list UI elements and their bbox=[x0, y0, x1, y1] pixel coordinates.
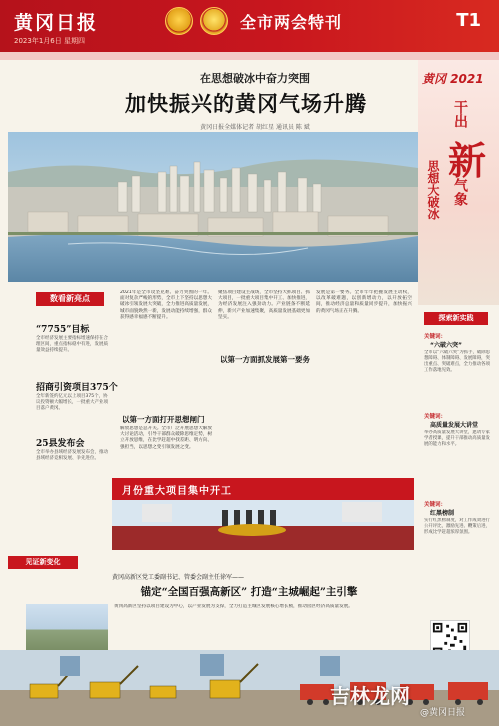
article-section1: 以第一方面打开思想闸门 bbox=[122, 415, 205, 424]
bottom-feature-sub: 黄冈高新区党工委副书记、管委会副主任徐军—— bbox=[112, 574, 245, 581]
banner-vertical-2: 气象 bbox=[452, 178, 468, 206]
special-edition-title: 全市两会特刊 bbox=[240, 13, 343, 32]
masthead-divider bbox=[0, 52, 499, 60]
keyword-label-1: 关键词： bbox=[424, 334, 447, 340]
keyword-1: “六破六突” bbox=[430, 342, 462, 349]
article-body-col1: 2021年是全市攻坚克难、奋力突围的一年。面对复杂严峻的形势，全市上下坚持以思想大破冰引领发展大突破，全力推进高质量发展，城市面貌焕然一新，发展动能持续增强，群众获得感幸福感不断提升。 bbox=[120, 290, 212, 320]
keyword-3-text: 实行红黑榜制度，对工作成效进行公开评比，激励先进、鞭策后进，形成比学赶超浓厚氛围。 bbox=[424, 518, 490, 535]
watermark-source: @黄冈日报 bbox=[420, 708, 466, 718]
keyword-label-2: 关键词： bbox=[424, 414, 447, 420]
article-body-col2: 聚焦项目建设主战场，全市坚持大抓项目、抓大项目，一批重大项目集中开工、加快推进，为经济发展注入强劲动力。产业链条不断延伸，新兴产业加速集聚，高质量发展基础更加坚实。 bbox=[218, 290, 310, 320]
banner-vertical-3: 思想大破冰 bbox=[426, 160, 440, 220]
left-item1-head: “7755”目标 bbox=[36, 325, 90, 335]
bottom-feature-body: 黄冈高新区坚持以项目建设为中心，以产业发展为支撑，全力打造主城区发展核心增长极，推动园区经济高质量发展。 bbox=[114, 604, 353, 609]
keyword-2: 高质量发展大讲堂 bbox=[430, 422, 479, 429]
issue-date: 2023年1月6日 星期四 bbox=[14, 37, 85, 45]
ceremony-banner-text: 月份重大项目集中开工 bbox=[122, 486, 232, 497]
left-item3-head: 25县发布会 bbox=[36, 439, 85, 449]
park-building-photo bbox=[26, 604, 108, 650]
watermark-text: 吉林龙网 bbox=[330, 684, 410, 708]
newspaper-brand: 黄冈日报 bbox=[14, 12, 99, 34]
party-emblem-icon bbox=[165, 7, 193, 35]
article-byline: 黄冈日报全媒体记者 胡红星 通讯员 陈 斌 bbox=[200, 124, 310, 131]
national-emblem-icon bbox=[200, 7, 228, 35]
keyword-1-text: 全市以“六破六突”为抓手，破除思想障碍、体制障碍、发展障碍，突出重点、突破难点，全力推动各项工作落地见效。 bbox=[424, 350, 491, 373]
city-skyline-photo bbox=[8, 132, 418, 282]
left-item2-head: 招商引资项目375个 bbox=[36, 383, 118, 393]
banner-year: 黄冈 2021 bbox=[422, 72, 484, 86]
banner-big-character: 新 bbox=[448, 138, 487, 183]
left-item2-text: 全年新签约亿元以上项目375个，协议投资额大幅增长，一批重大产业项目落户黄冈。 bbox=[36, 394, 108, 411]
article-section2: 以第一方面抓发展第一要务 bbox=[220, 355, 310, 364]
keyword-label-3: 关键词： bbox=[424, 502, 447, 508]
left-item1-text: 全市经济发展主要指标增速保持在合理区间，重点指标稳中有进，发展质量效益持续提升。 bbox=[36, 336, 108, 353]
keyword-2-text: 举办高质量发展大讲堂，邀请专家学者授课，提升干部推动高质量发展的能力和水平。 bbox=[424, 430, 490, 447]
page-number: T1 bbox=[456, 10, 481, 31]
article-subhead: 在思想破冰中奋力突围 bbox=[200, 72, 310, 85]
keyword-3: 红黑榜制 bbox=[430, 510, 455, 517]
left-section-tag: 数看新亮点 bbox=[36, 292, 104, 306]
article-body-col1b: 解放思想是总开关。全市广泛开展思想大解放大讨论活动，引导干部群众破除思维定势，树立开放思维，在比学赶超中找差距、明方向、强担当，以思想之变引领发展之变。 bbox=[120, 426, 212, 450]
banner-vertical-1: 干出 bbox=[452, 100, 468, 128]
article-body-col3: 发展是第一要务。全市牢牢把握发展主动权，以改革破难题，以创新增动力，以开放拓空间，推动经济总量和质量同步提升，加快振兴的黄冈气场正在升腾。 bbox=[316, 290, 412, 314]
right-section-tag: 探索新实践 bbox=[424, 312, 488, 325]
left-item3-text: 全市举办县域经济发展发布会，推动县域经济竞相发展、争先进位。 bbox=[36, 450, 108, 461]
article-headline: 加快振兴的黄冈气场升腾 bbox=[125, 91, 367, 116]
bottom-section-tag: 见证新变化 bbox=[8, 556, 78, 569]
bottom-feature-headline: 锚定“全国百强高新区” 打造“主城崛起”主引擎 bbox=[140, 586, 358, 598]
